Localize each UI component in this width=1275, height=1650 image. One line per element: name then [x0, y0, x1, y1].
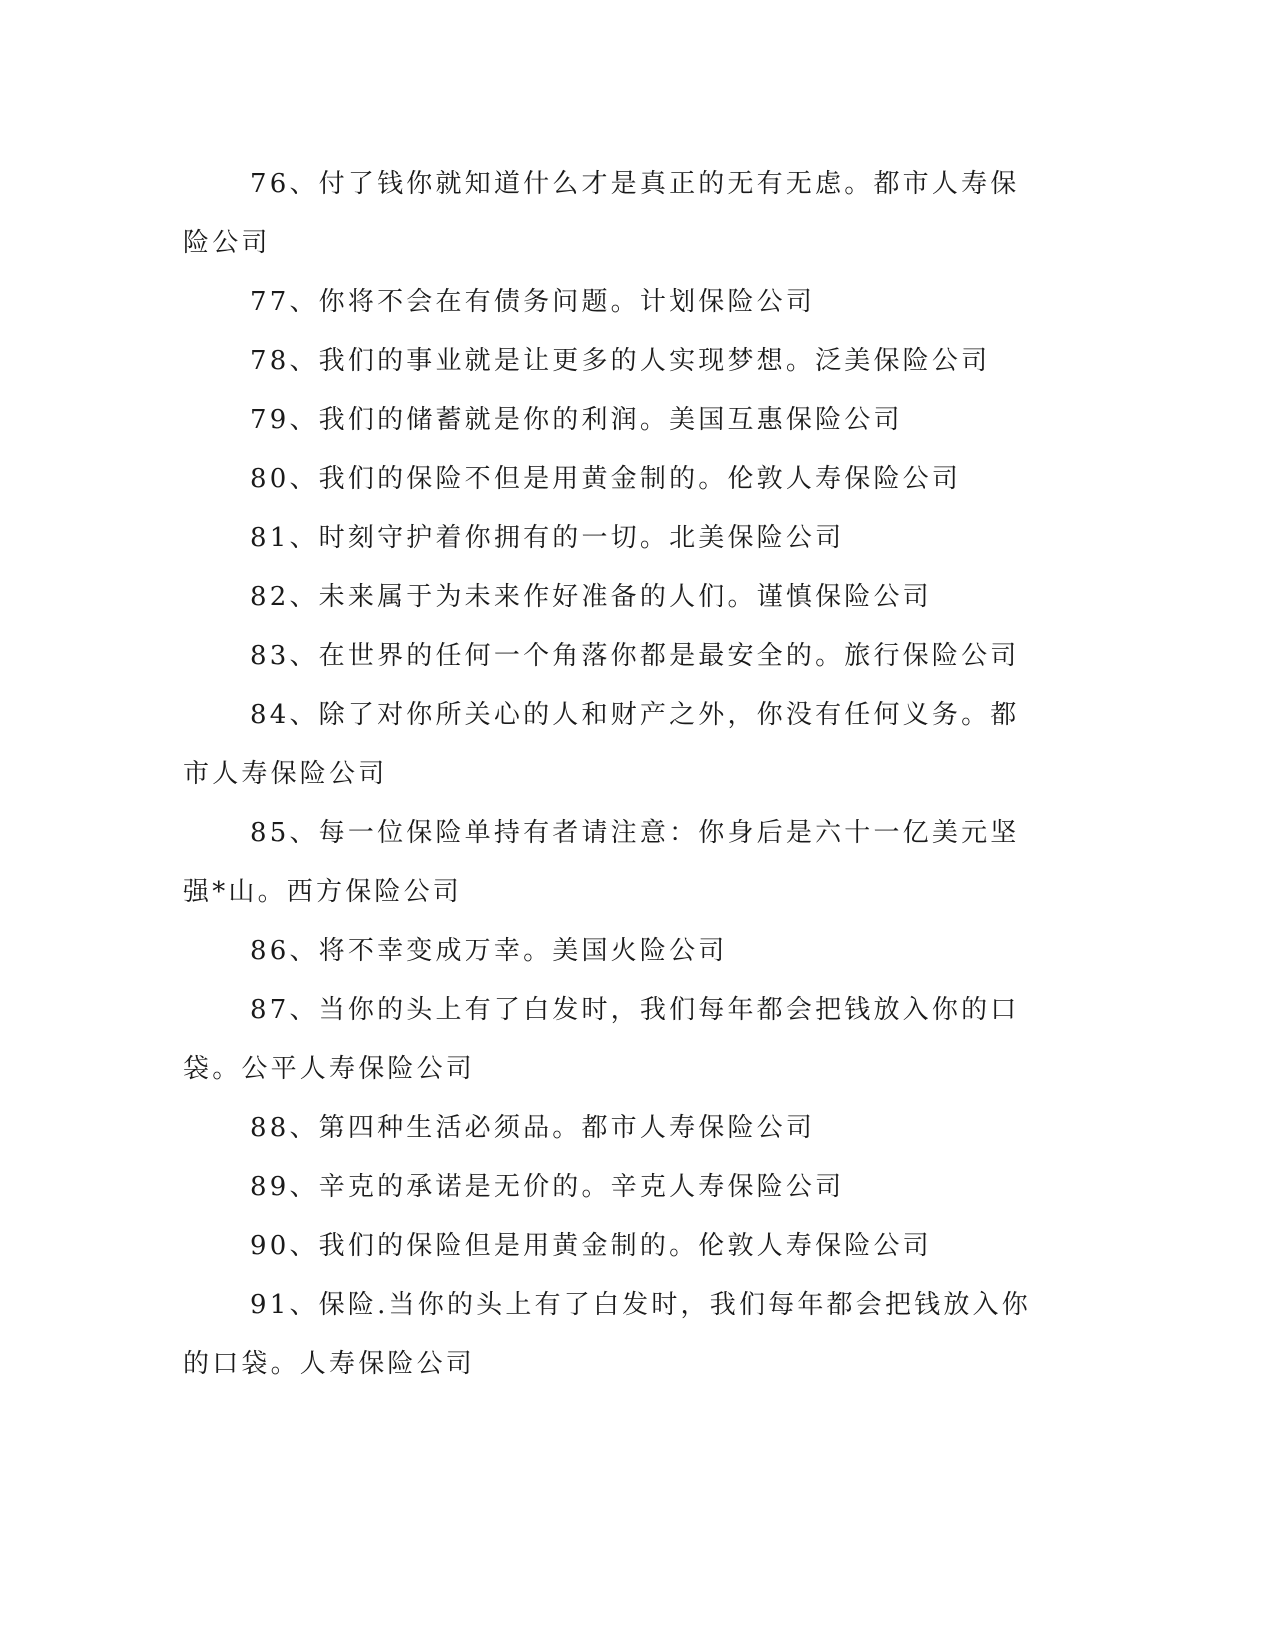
- paragraph-84: 84、除了对你所关心的人和财产之外，你没有任何义务。都市人寿保险公司: [183, 700, 1020, 789]
- paragraph-91: 91、保险.当你的头上有了白发时，我们每年都会把钱放入你的口袋。人寿保险公司: [183, 1290, 1031, 1379]
- paragraph-83: 83、在世界的任何一个角落你都是最安全的。旅行保险公司: [250, 641, 1020, 671]
- paragraph-87: 87、当你的头上有了白发时，我们每年都会把钱放入你的口袋。公平人寿保险公司: [183, 995, 1020, 1084]
- paragraph-88: 88、第四种生活必须品。都市人寿保险公司: [250, 1113, 816, 1143]
- document-body: [183, 155, 1035, 1394]
- paragraph-79: 79、我们的储蓄就是你的利润。美国互惠保险公司: [250, 405, 903, 435]
- paragraph-90: 90、我们的保险但是用黄金制的。伦敦人寿保险公司: [250, 1231, 932, 1261]
- paragraph-76: 76、付了钱你就知道什么才是真正的无有无虑。都市人寿保险公司: [183, 169, 1020, 258]
- paragraph-85: 85、每一位保险单持有者请注意：你身后是六十一亿美元坚强*山。西方保险公司: [183, 818, 1020, 907]
- paragraph-77: 77、你将不会在有债务问题。计划保险公司: [250, 287, 816, 317]
- paragraph-81: 81、时刻守护着你拥有的一切。北美保险公司: [250, 523, 845, 553]
- paragraph-78: 78、我们的事业就是让更多的人实现梦想。泛美保险公司: [250, 346, 991, 376]
- paragraph-89: 89、辛克的承诺是无价的。辛克人寿保险公司: [250, 1172, 845, 1202]
- paragraph-86: 86、将不幸变成万幸。美国火险公司: [250, 936, 728, 966]
- paragraph-80: 80、我们的保险不但是用黄金制的。伦敦人寿保险公司: [250, 464, 962, 494]
- paragraph-82: 82、未来属于为未来作好准备的人们。谨慎保险公司: [250, 582, 932, 612]
